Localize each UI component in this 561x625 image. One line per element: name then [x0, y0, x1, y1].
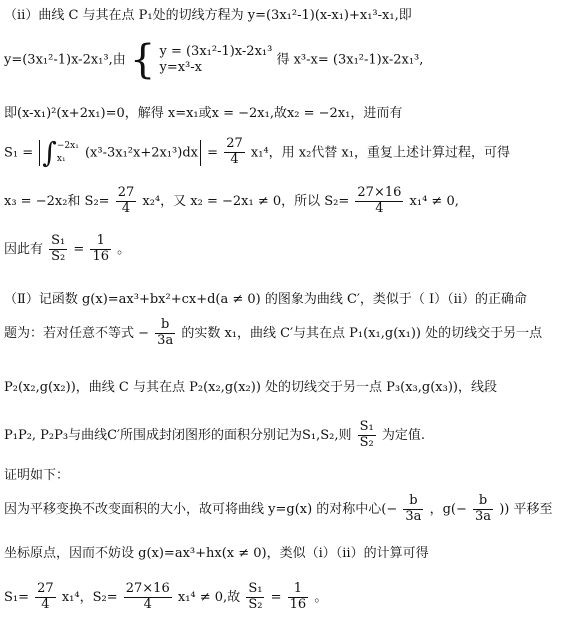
denominator: 4: [121, 200, 131, 216]
text: x₃ = −2x₂和 S₂=: [4, 193, 110, 209]
text: S₁ =: [4, 145, 34, 161]
fraction: [124, 582, 172, 613]
denominator: S₂: [359, 434, 374, 450]
numerator: S₁: [359, 419, 374, 434]
numerator: 1: [288, 582, 309, 598]
system-eq-1: y = (3x₁²-1)x-2x₁³: [159, 43, 273, 59]
text: 因此有: [4, 241, 44, 257]
text: S₁=: [4, 589, 30, 605]
fraction: [116, 186, 137, 217]
fraction: [358, 420, 376, 451]
lower-limit: x₁: [56, 153, 66, 164]
text: 证明如下：: [4, 468, 70, 483]
fraction: [224, 137, 245, 168]
numerator: 27×16: [125, 581, 170, 596]
abs-bar-right: [200, 140, 201, 166]
denominator: 3a: [475, 508, 492, 524]
line-13: [4, 546, 557, 562]
denominator: 4: [375, 200, 384, 216]
upper-limit: −2x₁: [56, 141, 79, 152]
fraction: [246, 582, 264, 613]
denominator: 4: [230, 152, 239, 168]
text: 题为：若对任意不等式 −: [4, 325, 150, 341]
numerator: b: [403, 494, 423, 510]
text: 为定值.: [381, 427, 426, 443]
text: x₁⁴，S₂=: [61, 589, 118, 605]
line-9: [4, 380, 557, 396]
text: （Ⅱ）记函数 g(x)=ax³+bx²+cx+d(a ≠ 0) 的图象为曲线 C′，类似于（ Ⅰ）（ⅱ）的正确命: [4, 292, 527, 307]
text: 。: [117, 241, 131, 257]
fraction: [155, 318, 175, 349]
line-14: [4, 582, 557, 613]
text: =: [270, 589, 282, 605]
text: x₁⁴，用 x₂代替 x₁，重复上述计算过程，可得: [250, 145, 510, 161]
text: （ⅱ）曲线 C 与其在点 P₁处的切线方程为 y=(3x₁²-1)(x-x₁)+x₁³-x₁,即: [4, 8, 412, 23]
denominator: 3a: [157, 332, 174, 348]
text: =: [207, 145, 219, 161]
line-4: [4, 136, 557, 170]
fraction: [473, 494, 493, 525]
line-12: [4, 494, 557, 525]
numerator: 27: [117, 185, 135, 200]
abs-bar-left: [39, 140, 40, 166]
denominator: 4: [143, 596, 152, 612]
numerator: 27: [37, 581, 54, 596]
numerator: S₁: [51, 233, 66, 248]
integral-limits: [57, 140, 79, 165]
denominator: 4: [41, 596, 50, 612]
text: y=(3x₁²-1)x-2x₁³,由: [4, 52, 126, 68]
text: x₁⁴ ≠ 0,故: [177, 589, 241, 605]
text: =: [73, 241, 85, 257]
line-5: [4, 186, 557, 217]
fraction: [403, 494, 423, 525]
line-10: [4, 420, 557, 451]
text: 坐标原点，因而不妨设 g(x)=ax³+hx(x ≠ 0)，类似（ⅰ）（ⅱ）的计算可得: [4, 546, 429, 561]
text: x₁⁴ ≠ 0,: [409, 193, 459, 209]
line-6: [4, 234, 557, 265]
fraction: [35, 582, 56, 613]
denominator: 16: [289, 596, 307, 612]
numerator: 27×16: [357, 185, 402, 200]
fraction: [355, 186, 403, 217]
text: 即(x-x₁)²(x+2x₁)=0，解得 x=x₁或x = −2x₁,故x₂ = −2x₁，进而有: [4, 106, 403, 121]
line-11: [4, 468, 557, 484]
denominator: 3a: [405, 508, 422, 524]
fraction: [288, 582, 309, 613]
line-8: [4, 318, 557, 349]
line-3: [4, 106, 557, 122]
text: 因为平移变换不改变面积的大小，故可将曲线 y=g(x) 的对称中心(−: [4, 501, 398, 517]
denominator: S₂: [248, 596, 263, 612]
integral-sign: ∫: [42, 136, 57, 169]
system-eq-2: y=x³-x: [159, 60, 202, 75]
text: P₂(x₂,g(x₂))，曲线 C 与其在点 P₂(x₂,g(x₂)) 处的切线交于另一点 P₃(x₃,g(x₃))，线段: [4, 380, 497, 395]
line-2: [4, 37, 557, 83]
denominator: S₂: [51, 248, 66, 264]
equation-system: [159, 44, 272, 77]
text: ，g(−: [429, 501, 467, 517]
numerator: 27: [226, 136, 243, 152]
text: 。: [314, 589, 328, 605]
line-7: [4, 292, 557, 308]
text: x₂⁴，又 x₂ = −2x₁ ≠ 0，所以 S₂=: [142, 193, 350, 209]
fraction: [90, 234, 111, 265]
left-brace: {: [129, 37, 156, 83]
line-1: [4, 8, 557, 24]
numerator: 1: [90, 234, 111, 250]
text: P₁P₂, P₂P₃与曲线C′所围成封闭图形的面积分别记为S₁,S₂,则: [4, 427, 352, 443]
text: 得 x³-x= (3x₁²-1)x-2x₁³,: [276, 52, 424, 68]
numerator: S₁: [248, 581, 263, 596]
numerator: b: [473, 494, 493, 510]
integrand: (x³-3x₁²x+2x₁³)dx: [84, 145, 198, 161]
text: 的实数 x₁，曲线 C′与其在点 P₁(x₁,g(x₁)) 处的切线交于另一点: [181, 325, 543, 341]
text: )) 平移至: [499, 501, 553, 517]
fraction: [49, 234, 67, 265]
denominator: 16: [92, 248, 110, 264]
numerator: b: [155, 318, 175, 334]
